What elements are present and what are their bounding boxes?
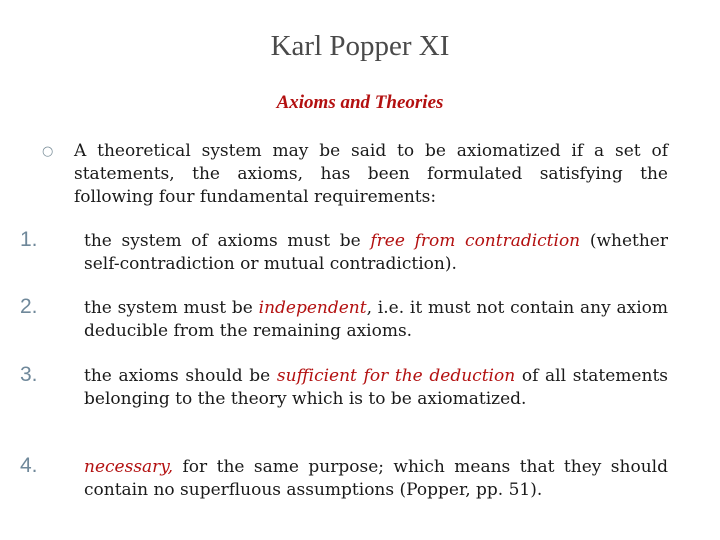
- intro-paragraph: [42, 140, 668, 209]
- requirement-text-before: the system of axioms must be: [84, 231, 371, 251]
- requirement-number: 1.: [20, 228, 38, 251]
- slide-subtitle: Axioms and Theories: [276, 92, 444, 113]
- requirement-text-after: (whether self-contradiction or mutual contradiction).: [84, 231, 668, 274]
- requirement-text-after: for the same purpose; which means that they should contain no superfluous assumptions (Popper, pp. 51).: [84, 457, 668, 500]
- requirement-emphasis: sufficient for the deduction: [276, 366, 516, 386]
- slide-title: Karl Popper XI: [270, 30, 450, 62]
- requirement-emphasis: independent: [258, 298, 367, 318]
- requirement-item: [20, 365, 668, 411]
- requirement-item: [20, 230, 668, 276]
- requirement-text-after: , i.e. it must not contain any axiom deducible from the remaining axioms.: [84, 298, 668, 341]
- requirement-emphasis: free from contradiction: [370, 231, 581, 251]
- requirement-number: 3.: [20, 363, 38, 386]
- bullet-icon: ○: [42, 144, 54, 159]
- intro-text: A theoretical system may be said to be axiomatized if a set of statements, the axioms, has been formulated satisfying the following four fundamental requirements:: [74, 141, 668, 207]
- requirement-emphasis: necessary,: [84, 457, 174, 477]
- requirement-text: [84, 297, 668, 343]
- requirement-item: [20, 297, 668, 343]
- requirement-text-before: the axioms should be: [84, 366, 277, 386]
- requirement-text-before: the system must be: [84, 298, 259, 318]
- requirement-item: [20, 456, 668, 502]
- requirement-number: 4.: [20, 454, 38, 477]
- requirement-text: [84, 230, 668, 276]
- requirement-text: [84, 365, 668, 411]
- requirement-text-after: of all statements belonging to the theory which is to be axiomatized.: [84, 366, 668, 409]
- requirement-text: [84, 456, 668, 502]
- requirement-number: 2.: [20, 295, 38, 318]
